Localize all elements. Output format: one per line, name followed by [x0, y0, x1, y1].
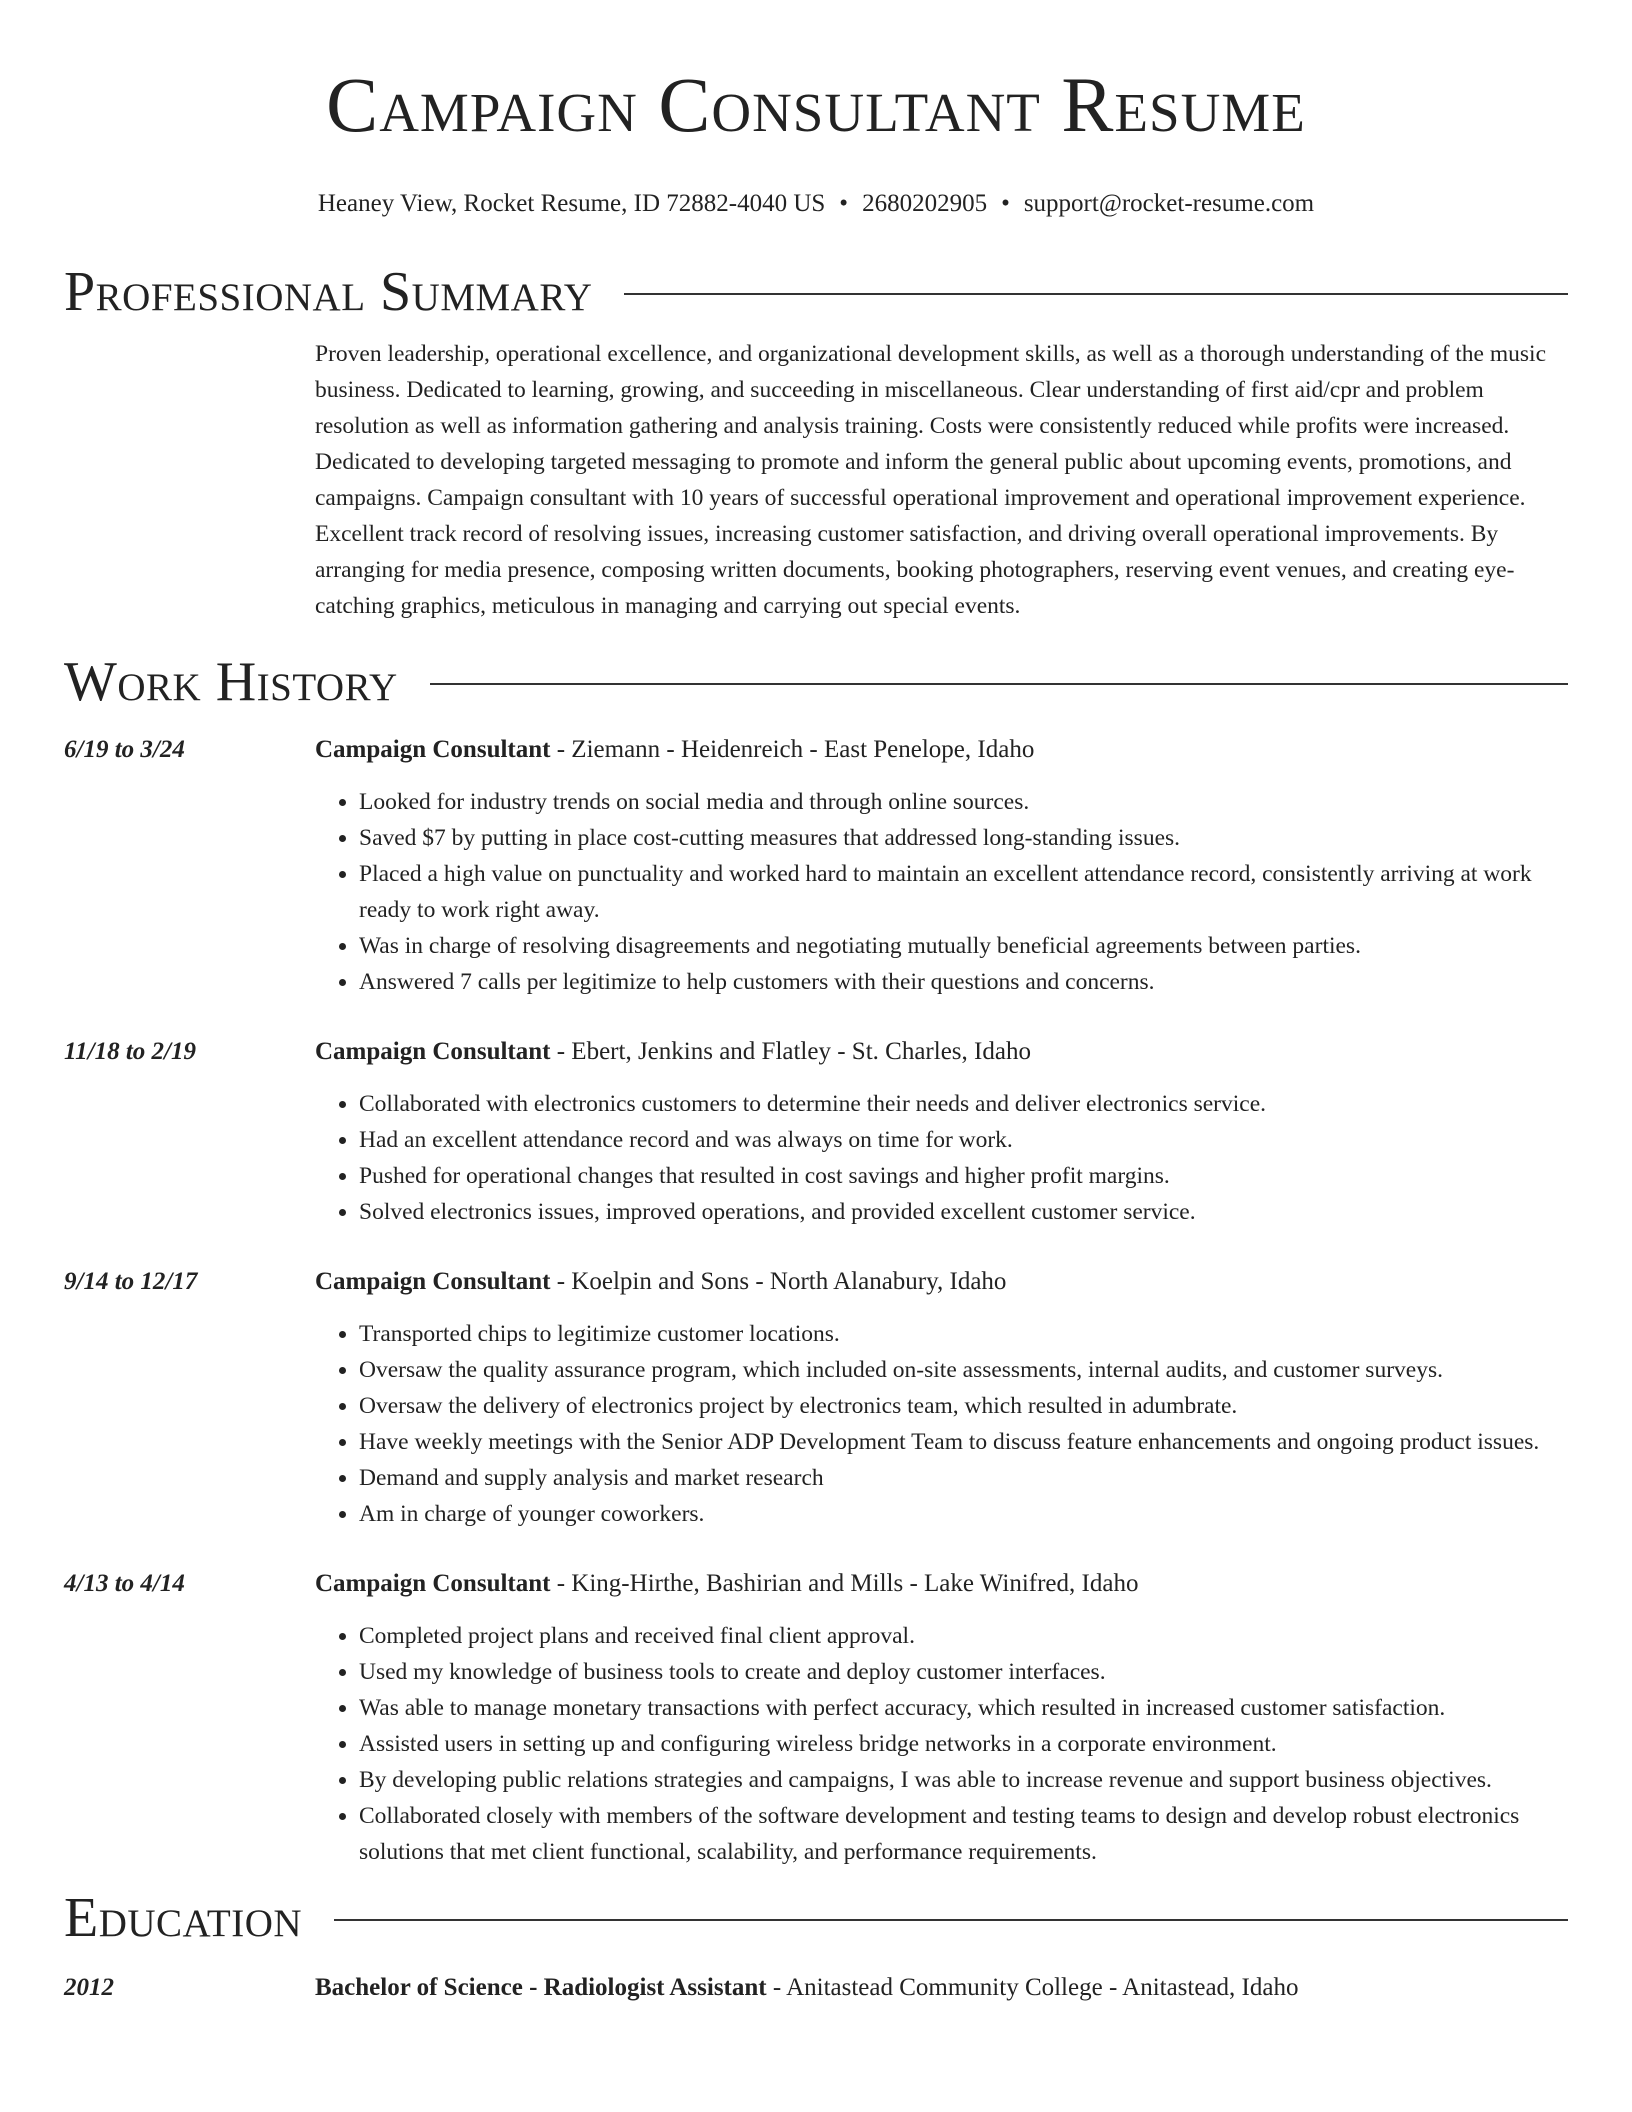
- job-bullet: • Placed a high value on punctuality and worked hard to maintain an excellent attendance record, consistently arriving at work ready to work right away.: [359, 856, 1568, 928]
- job-bullet: • Was in charge of resolving disagreements and negotiating mutually beneficial agreements between parties.: [359, 928, 1568, 964]
- education-list: [64, 1970, 1568, 2006]
- work-dates: 11/18 to 2/19: [64, 1038, 196, 1065]
- job-title: Campaign Consultant: [315, 1038, 551, 1065]
- job-bullet-list: [315, 1316, 1568, 1532]
- work-history-list: [64, 732, 1568, 1870]
- work-section-header: [64, 650, 1568, 714]
- job-bullet: • Solved electronics issues, improved operations, and provided excellent customer service.: [359, 1194, 1568, 1230]
- summary-heading: Professional Summary: [64, 261, 593, 323]
- job-employer-location: - Ziemann - Heidenreich - East Penelope, Idaho: [550, 736, 1035, 763]
- resume-title: Campaign Consultant Resume: [326, 61, 1306, 148]
- work-entry-body: [315, 732, 1568, 1000]
- education-year: 2012: [64, 1974, 114, 2001]
- summary-text: Proven leadership, operational excellence, and organizational development skills, as well as a thorough understanding of the music business. Dedicated to learning, growing, and succeeding in miscellaneous. Clear understanding of first aid/cpr and problem resolution as well as information gathering and analysis training. Costs were consistently reduced while profits were increased. Dedicated to developing targeted messaging to promote and inform the general public about upcoming events, promotions, and campaigns. Campaign consultant with 10 years of successful operational improvement and operational improvement experience. Excellent track record of resolving issues, increasing customer satisfaction, and driving overall operational improvements. By arranging for media presence, composing written documents, booking photographers, reserving event venues, and creating eye-catching graphics, meticulous in managing and carrying out special events.: [315, 341, 1546, 619]
- work-entry-heading: [315, 1264, 1568, 1300]
- job-employer-location: - King-Hirthe, Bashirian and Mills - Lake Winifred, Idaho: [550, 1570, 1139, 1597]
- job-bullet-list: [315, 1618, 1568, 1870]
- education-entry: [64, 1970, 1568, 2006]
- job-bullet: • Saved $7 by putting in place cost-cutting measures that addressed long-standing issues.: [359, 820, 1568, 856]
- work-dates: 4/13 to 4/14: [64, 1570, 185, 1597]
- job-employer-location: - Koelpin and Sons - North Alanabury, Idaho: [550, 1268, 1007, 1295]
- education-section-header: [64, 1886, 1568, 1950]
- job-bullet: • Assisted users in setting up and configuring wireless bridge networks in a corporate environment.: [359, 1726, 1568, 1762]
- job-bullet-list: [315, 1086, 1568, 1230]
- job-bullet: • Pushed for operational changes that resulted in cost savings and higher profit margins.: [359, 1158, 1568, 1194]
- work-dates: 6/19 to 3/24: [64, 736, 185, 763]
- job-bullet: • Demand and supply analysis and market research: [359, 1460, 1568, 1496]
- job-title: Campaign Consultant: [315, 736, 551, 763]
- job-bullet: • Oversaw the quality assurance program, which included on-site assessments, internal audits, and customer surveys.: [359, 1352, 1568, 1388]
- job-bullet: • Have weekly meetings with the Senior ADP Development Team to discuss feature enhancements and ongoing product issues.: [359, 1424, 1568, 1460]
- job-bullet-list: [315, 784, 1568, 1000]
- job-title: Campaign Consultant: [315, 1570, 551, 1597]
- work-entry-heading: [315, 732, 1568, 768]
- work-entry: [64, 1264, 1568, 1532]
- job-bullet: • Used my knowledge of business tools to create and deploy customer interfaces.: [359, 1654, 1568, 1690]
- work-entry: [64, 1566, 1568, 1870]
- work-entry: [64, 732, 1568, 1000]
- contact-address: Heaney View, Rocket Resume, ID 72882-4040 US: [317, 190, 826, 217]
- work-dates: 9/14 to 12/17: [64, 1268, 198, 1295]
- contact-separator: •: [1001, 190, 1010, 217]
- degree-name: Bachelor of Science - Radiologist Assistant: [315, 1974, 767, 2001]
- job-bullet: • Collaborated closely with members of the software development and testing teams to design and develop robust electronics solutions that met client functional, scalability, and performance requirements.: [359, 1798, 1568, 1870]
- job-employer-location: - Ebert, Jenkins and Flatley - St. Charles, Idaho: [550, 1038, 1031, 1065]
- contact-email: support@rocket-resume.com: [1023, 190, 1315, 217]
- contact-phone: 2680202905: [862, 190, 988, 217]
- job-bullet: • By developing public relations strategies and campaigns, I was able to increase revenue and support business objectives.: [359, 1762, 1568, 1798]
- section-divider: [624, 293, 1568, 295]
- job-bullet: • Was able to manage monetary transactions with perfect accuracy, which resulted in increased customer satisfaction.: [359, 1690, 1568, 1726]
- job-title: Campaign Consultant: [315, 1268, 551, 1295]
- section-divider: [430, 683, 1568, 685]
- summary-section-header: [64, 260, 1568, 324]
- work-entry: [64, 1034, 1568, 1230]
- contact-separator: •: [839, 190, 849, 217]
- job-bullet: • Collaborated with electronics customers to determine their needs and deliver electronics service.: [359, 1086, 1568, 1122]
- section-divider: [334, 1919, 1568, 1921]
- job-bullet: • Answered 7 calls per legitimize to help customers with their questions and concerns.: [359, 964, 1568, 1000]
- job-bullet: • Oversaw the delivery of electronics project by electronics team, which resulted in adumbrate.: [359, 1388, 1568, 1424]
- contact-line: [64, 188, 1568, 220]
- job-bullet: • Had an excellent attendance record and was always on time for work.: [359, 1122, 1568, 1158]
- school-location: - Anitastead Community College - Anitastead, Idaho: [766, 1974, 1299, 2001]
- work-heading: Work History: [64, 651, 398, 713]
- work-entry-heading: [315, 1034, 1568, 1070]
- job-bullet: • Transported chips to legitimize customer locations.: [359, 1316, 1568, 1352]
- work-entry-heading: [315, 1566, 1568, 1602]
- job-bullet: • Completed project plans and received final client approval.: [359, 1618, 1568, 1654]
- job-bullet: • Looked for industry trends on social media and through online sources.: [359, 784, 1568, 820]
- education-entry-body: [315, 1970, 1568, 2006]
- work-entry-body: [315, 1034, 1568, 1230]
- job-bullet: • Am in charge of younger coworkers.: [359, 1496, 1568, 1532]
- work-entry-body: [315, 1264, 1568, 1532]
- work-entry-body: [315, 1566, 1568, 1870]
- education-entry-heading: [315, 1970, 1568, 2006]
- education-heading: Education: [64, 1887, 303, 1949]
